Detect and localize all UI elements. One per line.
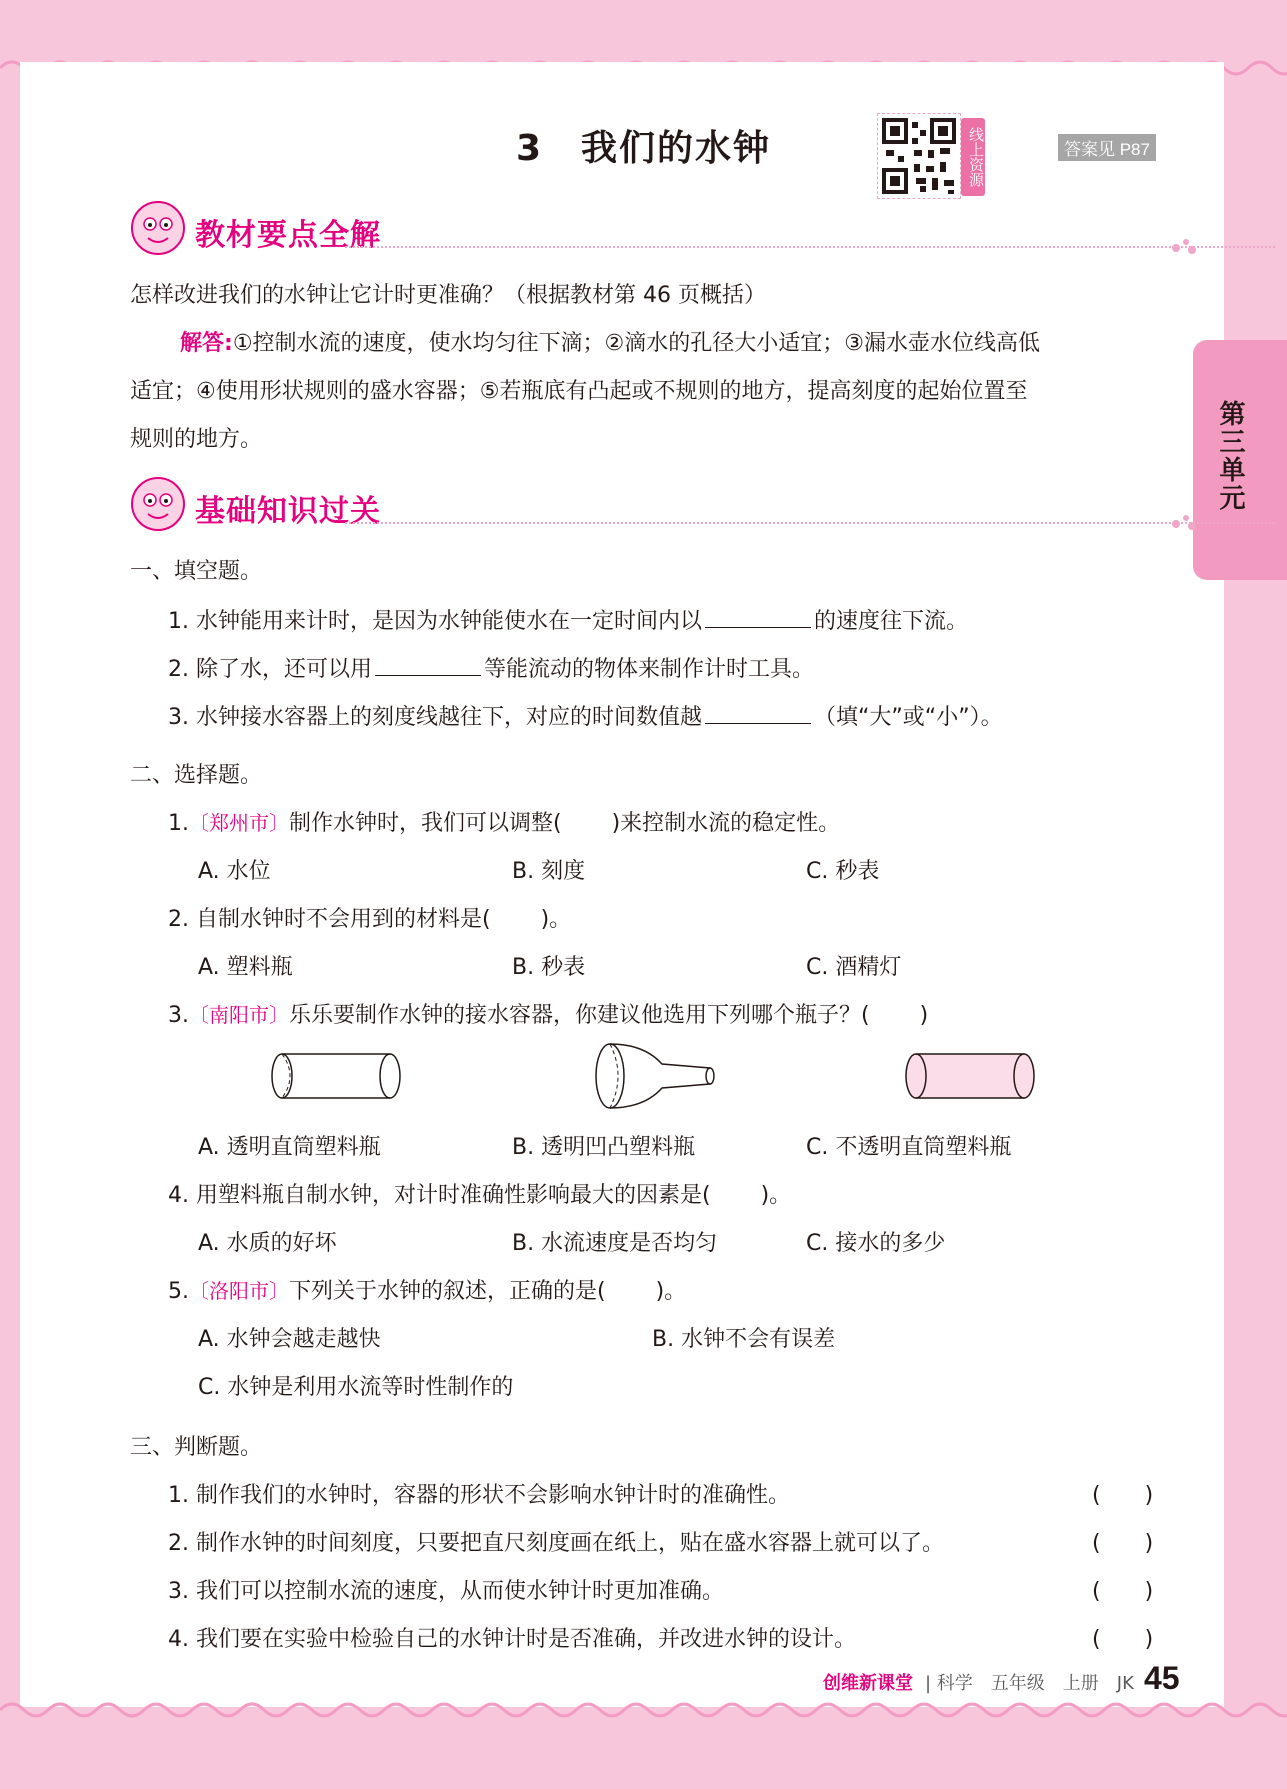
judge-section-title: 三、判断题。 xyxy=(130,1435,263,1460)
choice-question-2: 2. 自制水钟时不会用到的材料是( )。 xyxy=(168,907,572,932)
footer-brand: 创维新课堂 xyxy=(823,1673,913,1694)
fill-question-2: 2. 除了水，还可以用 等能流动的物体来制作计时工具。 xyxy=(168,652,814,683)
q4-option-b[interactable]: B. 水流速度是否均匀 xyxy=(512,1231,718,1256)
q2-option-a[interactable]: A. 塑料瓶 xyxy=(198,955,293,980)
q4-option-a[interactable]: A. 水质的好坏 xyxy=(198,1231,337,1256)
cartoon-mascot-icon xyxy=(130,476,186,532)
bottom-wave-border xyxy=(0,1690,1287,1730)
answer-blank[interactable] xyxy=(705,605,811,628)
q1-option-b[interactable]: B. 刻度 xyxy=(512,859,586,884)
q5-option-a[interactable]: A. 水钟会越走越快 xyxy=(198,1327,381,1352)
fill-section-title: 一、填空题。 xyxy=(130,559,263,584)
region-tag: 〔郑州市〕 xyxy=(189,811,289,835)
answer-label: 解答: xyxy=(180,331,233,356)
answer-line-1: 解答:①控制水流的速度，使水均匀往下滴；②滴水的孔径大小适宜；③漏水壶水位线高低 xyxy=(180,331,1040,356)
q1-option-c[interactable]: C. 秒表 xyxy=(806,859,880,884)
choice-question-5: 5.〔洛阳市〕下列关于水钟的叙述，正确的是( )。 xyxy=(168,1279,687,1304)
judge-item-3: 3. 我们可以控制水流的速度，从而使水钟计时更加准确。 xyxy=(168,1579,724,1604)
dotted-divider xyxy=(345,522,1275,524)
section-heading-label: 教材要点全解 xyxy=(195,218,381,253)
choice-question-4: 4. 用塑料瓶自制水钟，对计时准确性影响最大的因素是( )。 xyxy=(168,1183,792,1208)
judge-item-4: 4. 我们要在实验中检验自己的水钟计时是否准确，并改进水钟的设计。 xyxy=(168,1627,856,1652)
fill-question-3: 3. 水钟接水容器上的刻度线越往下，对应的时间数值越 （填“大”或“小”）。 xyxy=(168,700,1003,731)
choice-section-title: 二、选择题。 xyxy=(130,763,263,788)
section-heading-key-points xyxy=(130,200,1170,260)
region-tag: 〔洛阳市〕 xyxy=(189,1279,289,1303)
choice-question-1: 1.〔郑州市〕制作水钟时，我们可以调整( )来控制水流的稳定性。 xyxy=(168,811,841,836)
judge-item-2: 2. 制作水钟的时间刻度，只要把直尺刻度画在纸上，贴在盛水容器上就可以了。 xyxy=(168,1531,944,1556)
judge-answer-paren[interactable]: ( ) xyxy=(1092,1627,1154,1652)
straight-clear-bottle-icon xyxy=(268,1048,408,1104)
key-question: 怎样改进我们的水钟让它计时更准确？（根据教材第 46 页概括） xyxy=(130,283,766,308)
q3-option-c[interactable]: C. 不透明直筒塑料瓶 xyxy=(806,1135,1012,1160)
judge-answer-paren[interactable]: ( ) xyxy=(1092,1531,1154,1556)
section-heading-label: 基础知识过关 xyxy=(195,494,381,529)
answer-line-3: 规则的地方。 xyxy=(130,427,263,452)
fill-question-1: 1. 水钟能用来计时，是因为水钟能使水在一定时间内以 的速度往下流。 xyxy=(168,604,968,635)
answer-line-2: 适宜；④使用形状规则的盛水容器；⑤若瓶底有凸起或不规则的地方，提高刻度的起始位置至 xyxy=(130,379,1028,404)
cartoon-mascot-icon xyxy=(130,200,186,256)
dotted-divider xyxy=(345,246,1275,248)
q3-option-a[interactable]: A. 透明直筒塑料瓶 xyxy=(198,1135,381,1160)
q4-option-c[interactable]: C. 接水的多少 xyxy=(806,1231,946,1256)
page-title: 3 我们的水钟 xyxy=(515,128,772,169)
footer-meta: | 科学 五年级 上册 JK xyxy=(925,1673,1134,1694)
q3-option-b[interactable]: B. 透明凹凸塑料瓶 xyxy=(512,1135,696,1160)
section-heading-basics xyxy=(130,476,1170,536)
decorative-dots-icon xyxy=(1170,238,1200,258)
answer-blank[interactable] xyxy=(705,701,811,724)
q5-option-b[interactable]: B. 水钟不会有误差 xyxy=(652,1327,836,1352)
straight-opaque-bottle-icon xyxy=(902,1048,1042,1104)
answer-blank[interactable] xyxy=(375,653,481,676)
q2-option-c[interactable]: C. 酒精灯 xyxy=(806,955,902,980)
page-number: 45 xyxy=(1144,1660,1180,1696)
q1-option-a[interactable]: A. 水位 xyxy=(198,859,271,884)
unit-side-tab xyxy=(1193,340,1287,580)
judge-answer-paren[interactable]: ( ) xyxy=(1092,1483,1154,1508)
judge-answer-paren[interactable]: ( ) xyxy=(1092,1579,1154,1604)
qr-resource-label: 线上资源 xyxy=(961,118,985,196)
answer-reference-badge: 答案见 P87 xyxy=(1058,134,1156,161)
choice-question-3: 3.〔南阳市〕乐乐要制作水钟的接水容器，你建议他选用下列哪个瓶子？( ) xyxy=(168,1003,929,1028)
uneven-clear-bottle-icon xyxy=(588,1040,718,1112)
q5-option-c[interactable]: C. 水钟是利用水流等时性制作的 xyxy=(198,1375,514,1400)
qr-code-icon[interactable] xyxy=(877,113,961,199)
q2-option-b[interactable]: B. 秒表 xyxy=(512,955,586,980)
unit-tab-label: 第三单元 xyxy=(1215,400,1245,512)
region-tag: 〔南阳市〕 xyxy=(189,1003,289,1027)
decorative-dots-icon xyxy=(1170,514,1200,534)
judge-item-1: 1. 制作我们的水钟时，容器的形状不会影响水钟计时的准确性。 xyxy=(168,1483,790,1508)
